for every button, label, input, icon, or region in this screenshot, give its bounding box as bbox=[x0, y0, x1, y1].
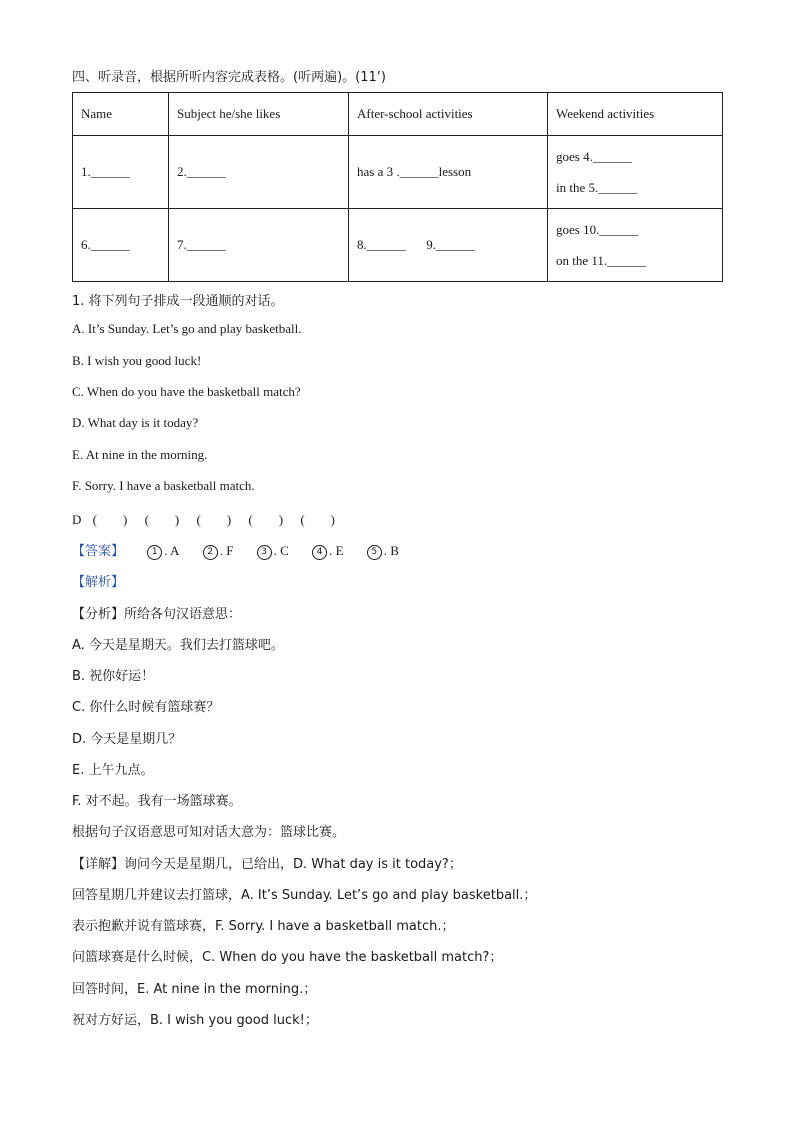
blank-10[interactable]: goes 10.______ bbox=[556, 222, 639, 237]
blank-2[interactable]: 2.______ bbox=[169, 136, 349, 209]
detail-line: 【详解】询问今天是星期几，已给出，D. What day is it today?； bbox=[72, 857, 462, 872]
analysis-summary: 根据句子汉语意思可知对话大意为：篮球比赛。 bbox=[72, 825, 346, 840]
translation-a: A. 今天是星期天。我们去打篮球吧。 bbox=[72, 638, 284, 653]
answer-label: 【答案】 bbox=[72, 544, 125, 559]
translation-d: D. 今天是星期几？ bbox=[72, 732, 182, 747]
answer-item bbox=[147, 543, 179, 560]
header-weekend: Weekend activities bbox=[548, 93, 723, 136]
order-blank-1[interactable]: ( ) bbox=[92, 512, 128, 527]
answer-item bbox=[257, 543, 289, 560]
table-row bbox=[73, 136, 723, 209]
order-start: D bbox=[72, 512, 82, 527]
blank-8[interactable]: 8.______ bbox=[357, 237, 406, 252]
detail-line: 回答星期几并建议去打篮球，A. It’s Sunday. Let’s go and play basketball.； bbox=[72, 888, 537, 903]
blank-9[interactable]: 9.______ bbox=[426, 237, 475, 252]
answer-value: . C bbox=[273, 543, 289, 558]
detail-line: 祝对方好运，B. I wish you good luck!； bbox=[72, 1013, 318, 1028]
blank-7[interactable]: 7.______ bbox=[169, 209, 349, 282]
option-f: F. Sorry. I have a basketball match. bbox=[72, 478, 255, 493]
order-blank-4[interactable]: ( ) bbox=[248, 512, 284, 527]
header-subject: Subject he/she likes bbox=[169, 93, 349, 136]
option-e: E. At nine in the morning. bbox=[72, 447, 208, 462]
weekend-cell bbox=[548, 209, 723, 282]
circled-number: 2 bbox=[203, 545, 218, 560]
answer-line bbox=[72, 540, 399, 560]
listening-table bbox=[72, 92, 723, 282]
header-name: Name bbox=[73, 93, 169, 136]
circled-number: 1 bbox=[147, 545, 162, 560]
detail-line: 表示抱歉并说有篮球赛，F. Sorry. I have a basketball match.； bbox=[72, 919, 455, 934]
analysis-intro: 【分析】所给各句汉语意思： bbox=[72, 607, 242, 622]
circled-number: 5 bbox=[367, 545, 382, 560]
order-line bbox=[72, 509, 349, 528]
header-after-school: After-school activities bbox=[349, 93, 548, 136]
detail-line: 回答时间，E. At nine in the morning.； bbox=[72, 982, 317, 997]
answer-item bbox=[312, 543, 343, 560]
blank-1[interactable]: 1.______ bbox=[73, 136, 169, 209]
section-heading: 四、听录音，根据所听内容完成表格。(听两遍)。(11’) bbox=[72, 70, 386, 85]
translation-e: E. 上午九点。 bbox=[72, 763, 154, 778]
detail-line: 问篮球赛是什么时候，C. When do you have the basketball match?； bbox=[72, 950, 503, 965]
blank-3[interactable]: has a 3 .______lesson bbox=[349, 136, 548, 209]
option-a: A. It’s Sunday. Let’s go and play basketball. bbox=[72, 321, 302, 336]
order-blank-5[interactable]: ( ) bbox=[300, 512, 335, 527]
question-title: 1. 将下列句子排成一段通顺的对话。 bbox=[72, 294, 284, 309]
circled-number: 4 bbox=[312, 545, 327, 560]
option-b: B. I wish you good luck! bbox=[72, 353, 202, 368]
after-school-cell bbox=[349, 209, 548, 282]
weekend-cell bbox=[548, 136, 723, 209]
blank-4[interactable]: goes 4.______ bbox=[556, 149, 632, 164]
blank-6[interactable]: 6.______ bbox=[73, 209, 169, 282]
order-blank-3[interactable]: ( ) bbox=[196, 512, 232, 527]
option-c: C. When do you have the basketball match? bbox=[72, 384, 301, 399]
blank-11[interactable]: on the 11.______ bbox=[556, 253, 647, 268]
blank-5[interactable]: in the 5.______ bbox=[556, 180, 638, 195]
analysis-label: 【解析】 bbox=[72, 575, 125, 590]
table-header-row bbox=[73, 93, 723, 136]
translation-f: F. 对不起。我有一场篮球赛。 bbox=[72, 794, 242, 809]
translation-c: C. 你什么时候有篮球赛？ bbox=[72, 700, 220, 715]
option-d: D. What day is it today? bbox=[72, 415, 199, 430]
answer-item bbox=[203, 543, 234, 560]
translation-b: B. 祝你好运！ bbox=[72, 669, 155, 684]
circled-number: 3 bbox=[257, 545, 272, 560]
answer-value: . E bbox=[329, 543, 344, 558]
table-row bbox=[73, 209, 723, 282]
order-blank-2[interactable]: ( ) bbox=[144, 512, 180, 527]
answer-value: . A bbox=[164, 543, 180, 558]
answer-value: . B bbox=[383, 543, 399, 558]
answer-item bbox=[367, 543, 399, 560]
answer-value: . F bbox=[219, 543, 234, 558]
